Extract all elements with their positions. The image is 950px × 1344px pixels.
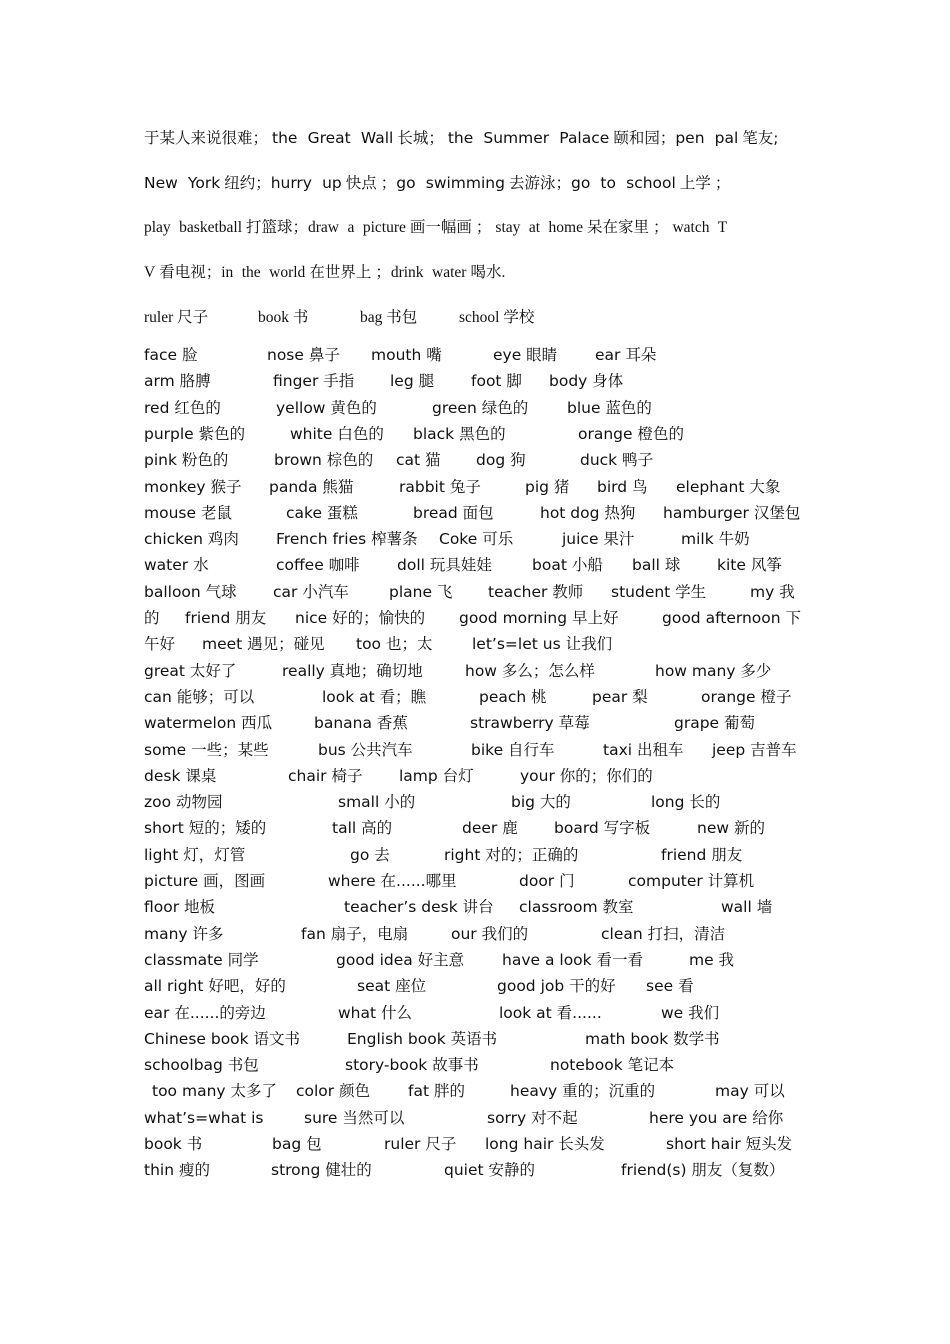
vocab-row [0,1029,950,1055]
vocab-entry: right 对的；正确的 [444,845,579,864]
paragraph-line [144,173,824,193]
paragraph-segment: ； [652,219,669,236]
vocab-entry: dog 狗 [476,451,526,470]
vocab-entry: clean 打扫，清洁 [601,924,726,943]
vocab-entry: long 长的 [651,793,721,812]
vocab-row [0,1108,950,1134]
paragraph-segment: 长城； [397,129,444,147]
vocab-row [0,398,950,424]
paragraph-segment: ； [714,174,731,192]
vocab-entry: strawberry 草莓 [470,714,590,733]
vocab-row [0,950,950,976]
vocab-entry: seat 座位 [357,977,427,996]
vocab-entry: friend(s) 朋友（复数） [621,1161,785,1180]
vocab-entry: fan 扇子，电扇 [301,924,409,943]
paragraph-line [144,263,824,283]
vocab-entry: lamp 台灯 [399,766,474,785]
vocab-entry: cake 蛋糕 [286,503,358,522]
vocab-entry: body 身体 [549,372,624,391]
vocab-row [0,371,950,397]
paragraph-segment: 上学 [679,174,711,192]
vocab-entry: green 绿色的 [432,398,529,417]
vocab-entry: may 可以 [715,1082,785,1101]
vocab-entry: monkey 猴子 [144,477,242,496]
vocab-row [0,582,950,608]
vocab-row [0,450,950,476]
vocab-row [0,687,950,713]
vocab-entry: panda 熊猫 [269,477,354,496]
vocab-entry: coffee 咖啡 [276,556,360,575]
paragraph-line [144,218,824,238]
vocab-row [0,1134,950,1160]
vocab-entry: where 在......哪里 [328,872,457,890]
vocab-row [0,529,950,555]
vocab-entry: face 脸 [144,346,198,364]
vocab-entry: short hair 短头发 [666,1135,793,1153]
vocab-entry: sorry 对不起 [487,1108,578,1127]
vocab-row [0,308,950,334]
vocab-entry: short 短的；矮的 [144,819,267,838]
vocab-entry: color 颜色 [296,1082,371,1101]
vocab-entry: blue 蓝色的 [567,398,652,417]
paragraph-segment: 笔友; [742,129,779,147]
vocab-entry: good idea 好主意 [336,950,465,969]
vocab-entry: ear 在......的旁边 [144,1003,266,1022]
vocab-entry: plane 飞 [389,582,453,601]
vocab-entry: chair 椅子 [288,766,363,785]
vocab-row [0,608,950,634]
vocab-entry: ear 耳朵 [595,346,657,364]
paragraph-segment: New York [144,174,221,192]
vocab-entry: fat 胖的 [408,1082,465,1101]
vocab-entry: cat 猫 [396,451,441,470]
vocab-row [0,924,950,950]
vocab-entry: teacher’s desk 讲台 [344,898,494,917]
vocab-entry: foot 脚 [471,372,522,391]
vocab-entry: meet 遇见；碰见 [202,635,325,654]
vocab-entry: 午好 [144,635,176,654]
vocab-entry: arm 胳膊 [144,372,211,391]
vocab-entry: what 什么 [338,1003,413,1022]
paragraph-segment: 喝水. [470,264,506,281]
vocab-entry: how 多么；怎么样 [465,661,595,680]
vocab-entry: small 小的 [338,793,416,812]
vocab-entry: orange 橙子 [701,687,792,706]
vocab-entry: good morning 早上好 [459,609,619,627]
vocab-entry: eye 眼睛 [493,346,558,364]
vocab-entry: ruler 尺子 [384,1135,457,1153]
vocab-entry: too 也；太 [356,635,433,654]
vocab-entry: doll 玩具娃娃 [397,556,492,575]
vocab-entry: nose 鼻子 [267,346,340,364]
vocab-row [0,503,950,529]
vocab-entry: here you are 给你 [649,1108,784,1127]
vocab-entry: really 真地；确切地 [282,661,423,680]
paragraph-segment: watch T [672,219,728,236]
vocab-entry: milk 牛奶 [681,530,750,549]
vocab-entry: friend 朋友 [185,609,267,627]
vocab-entry: story-book 故事书 [345,1056,479,1075]
vocab-entry: light 灯，灯管 [144,845,246,864]
vocab-entry: 的 [144,609,160,627]
vocab-entry: bag 书包 [360,309,418,326]
vocab-entry: deer 鹿 [462,819,518,838]
vocab-row [0,713,950,739]
vocab-entry: how many 多少 [655,661,772,680]
paragraph-segment: ； [475,219,492,236]
paragraph-segment: 在世界上 [309,264,372,281]
vocab-entry: ruler 尺子 [144,309,209,326]
vocab-entry: peach 桃 [479,687,547,706]
vocab-row [0,661,950,687]
vocab-entry: good afternoon 下 [662,609,802,627]
paragraph-segment: 画一幅画 [409,219,472,236]
vocab-row [0,897,950,923]
paragraph-segment: the Great Wall [272,129,394,147]
vocab-entry: see 看 [646,977,694,996]
paragraph-segment: the Summer Palace [447,129,610,147]
vocab-entry: good job 干的好 [497,977,616,996]
vocab-entry: our 我们的 [451,924,529,943]
vocab-entry: chicken 鸡肉 [144,530,239,549]
vocab-entry: school 学校 [459,309,535,326]
vocab-entry: zoo 动物园 [144,793,223,812]
vocab-entry: bread 面包 [413,503,494,522]
vocab-entry: math book 数学书 [585,1029,720,1048]
paragraph-segment: stay at home [495,219,583,236]
vocab-entry: taxi 出租车 [603,740,684,759]
paragraph-segment: 打篮球；draw a picture [246,219,406,236]
paragraph-segment: 快点 [345,174,377,192]
vocab-entry: many 许多 [144,924,224,943]
vocab-row [0,424,950,450]
vocab-entry: your 你的；你们的 [520,766,653,785]
vocab-entry: friend 朋友 [661,845,743,864]
vocab-entry: mouth 嘴 [371,346,442,364]
vocab-row [0,818,950,844]
vocab-entry: leg 腿 [390,372,435,391]
vocab-row [0,634,950,660]
vocab-entry: Chinese book 语文书 [144,1029,301,1048]
vocab-entry: boat 小船 [532,556,603,575]
vocab-entry: water 水 [144,556,209,575]
vocab-row [0,345,950,371]
vocab-entry: can 能够；可以 [144,687,255,706]
vocab-entry: door 门 [519,872,575,890]
vocab-entry: look at 看...... [499,1003,602,1022]
vocab-entry: some 一些；某些 [144,740,269,759]
vocab-entry: teacher 教师 [488,582,584,601]
vocab-entry: kite 风筝 [717,556,782,575]
vocab-row [0,1003,950,1029]
vocab-entry: quiet 安静的 [444,1161,536,1180]
vocab-entry: bag 包 [272,1135,322,1153]
vocab-row [0,1081,950,1107]
paragraph-segment: V [144,264,156,281]
vocab-row [0,1160,950,1186]
vocab-entry: grape 葡萄 [674,714,756,733]
vocab-entry: floor 地板 [144,898,216,917]
vocab-entry: big 大的 [511,793,571,812]
vocab-entry: book 书 [144,1135,203,1153]
vocab-entry: finger 手指 [273,372,355,391]
vocab-entry: book 书 [258,309,309,326]
vocab-entry: car 小汽车 [273,582,349,601]
vocab-entry: bus 公共汽车 [318,740,413,759]
vocab-entry: mouse 老鼠 [144,503,232,522]
vocab-row [0,477,950,503]
vocab-entry: elephant 大象 [676,477,781,496]
paragraph-line [144,128,824,148]
vocab-entry: classmate 同学 [144,950,259,969]
vocab-entry: thin 瘦的 [144,1161,210,1180]
vocab-entry: pig 猪 [525,477,570,496]
vocab-entry: picture 画，图画 [144,872,266,890]
vocab-row [0,976,950,1002]
vocab-entry: hamburger 汉堡包 [663,503,801,522]
paragraph-segment: ；go swimming [380,174,505,192]
vocab-entry: tall 高的 [332,819,393,838]
vocab-entry: computer 计算机 [628,872,755,890]
vocab-entry: great 太好了 [144,661,237,680]
vocab-entry: banana 香蕉 [314,714,408,733]
paragraph-segment: 颐和园；pen pal [613,129,739,147]
vocab-row [0,845,950,871]
vocab-entry: yellow 黄色的 [276,398,377,417]
vocab-entry: schoolbag 书包 [144,1056,259,1075]
vocab-entry: long hair 长头发 [485,1135,605,1153]
vocab-entry: white 白色的 [290,424,384,443]
vocab-entry: classroom 教室 [519,898,634,917]
vocab-entry: jeep 吉普车 [712,740,797,759]
vocab-entry: purple 紫色的 [144,424,246,443]
vocab-entry: orange 橙色的 [578,424,684,443]
vocab-entry: we 我们 [661,1003,720,1022]
vocab-entry: have a look 看一看 [502,950,644,969]
vocab-row [0,555,950,581]
vocab-entry: let’s=let us 让我们 [472,635,613,654]
vocab-entry: bike 自行车 [471,740,555,759]
vocab-entry: juice 果汁 [562,530,635,549]
paragraph-segment: 看电视；in the world [159,264,306,281]
vocab-entry: too many 太多了 [152,1082,277,1101]
vocab-entry: rabbit 兔子 [399,477,481,496]
vocab-entry: nice 好的；愉快的 [295,609,426,627]
vocab-entry: red 红色的 [144,398,221,417]
vocab-entry: what’s=what is [144,1108,264,1127]
vocab-entry: look at 看；瞧 [322,687,427,706]
vocab-entry: my 我 [750,582,795,601]
vocab-entry: sure 当然可以 [304,1108,405,1127]
vocab-entry: strong 健壮的 [271,1161,372,1180]
vocab-entry: hot dog 热狗 [540,503,636,522]
vocab-entry: bird 鸟 [597,477,648,496]
vocab-entry: wall 墙 [721,898,773,917]
vocab-row [0,1055,950,1081]
vocab-entry: pink 粉色的 [144,451,229,470]
vocab-row [0,871,950,897]
vocab-entry: notebook 笔记本 [550,1056,675,1075]
vocab-entry: ball 球 [632,556,681,575]
vocab-entry: desk 课桌 [144,766,217,785]
vocab-entry: heavy 重的；沉重的 [510,1082,656,1101]
vocab-entry: duck 鸭子 [580,451,654,470]
vocab-entry: board 写字板 [554,819,651,838]
vocab-entry: all right 好吧，好的 [144,977,286,996]
vocab-row [0,740,950,766]
vocab-entry: watermelon 西瓜 [144,714,273,733]
vocab-entry: English book 英语书 [347,1029,498,1048]
vocab-entry: new 新的 [697,819,765,838]
vocab-entry: French fries 榨薯条 [276,530,418,549]
vocab-row [0,792,950,818]
paragraph-segment: 于某人来说很难； [144,129,269,147]
paragraph-segment: play basketball [144,219,243,236]
paragraph-segment: ；drink water [375,264,467,281]
paragraph-segment: 纽约；hurry up [224,174,342,192]
paragraph-segment: 呆在家里 [586,219,649,236]
vocab-entry: me 我 [689,950,735,969]
vocab-entry: student 学生 [611,582,707,601]
vocab-entry: brown 棕色的 [274,451,374,470]
vocab-entry: black 黑色的 [413,424,506,443]
paragraph-segment: 去游泳；go to school [508,174,676,192]
vocab-entry: Coke 可乐 [439,530,514,549]
vocab-row [0,766,950,792]
vocab-entry: go 去 [350,845,390,864]
vocab-entry: pear 梨 [592,687,648,706]
vocab-entry: balloon 气球 [144,582,237,601]
